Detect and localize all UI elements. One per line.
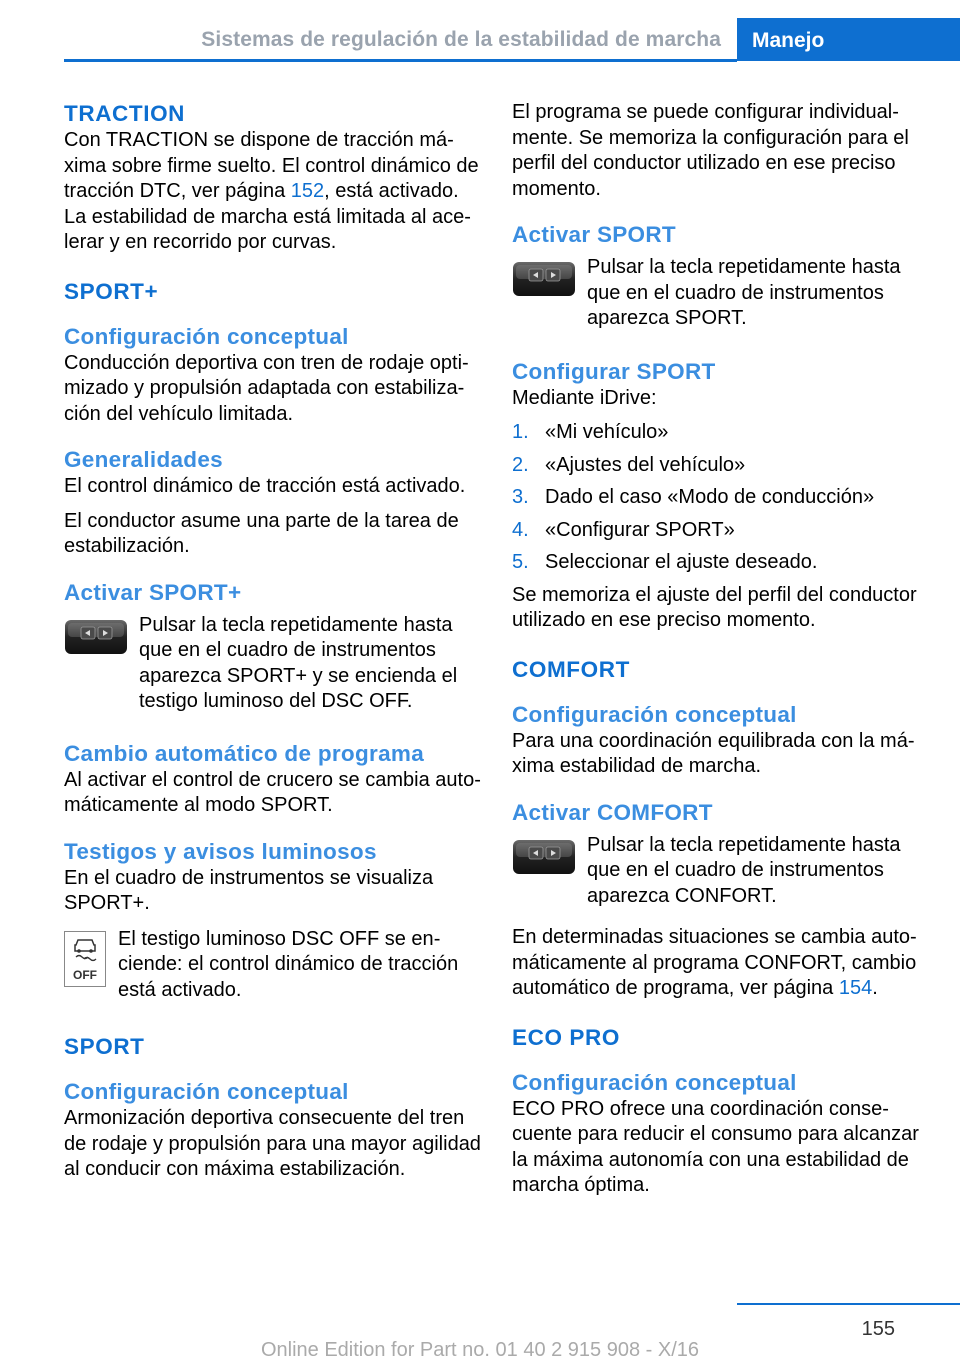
activate-sport-instruction: Pulsar la tecla repetidamente hasta que en el cuadro de instrumentos aparezca SPORT. (512, 255, 929, 332)
running-header-chapter-tab: Manejo (737, 18, 960, 61)
dsc-off-warning-icon (64, 931, 106, 987)
list-item: 2. «Ajustes del vehículo» (512, 453, 746, 476)
auto-program-change-heading: Cambio automático de programa (64, 740, 425, 766)
sportplus-concept-text: Conducción deportiva con tren de rodaje optimizado y propulsión adaptada con estabilización del vehículo limitada. (64, 351, 469, 425)
eco-pro-concept-heading: Configuración conceptual (512, 1069, 797, 1095)
comfort-heading: COMFORT (512, 656, 630, 682)
page-link-152[interactable]: 152 (290, 180, 325, 202)
sportplus-concept-heading: Configuración conceptual (64, 323, 349, 349)
comfort-auto-text: En determinadas situaciones se cambia automáticamente al programa CONFORT, cambio automático de programa, ver página 154. (512, 926, 917, 999)
driving-mode-key-icon (512, 259, 576, 299)
sportplus-general-heading: Generalidades (64, 447, 223, 472)
traction-paragraph-2: La estabilidad de marcha está limitada al acelerar y en recorrido por curvas. (64, 205, 471, 253)
sportplus-activate-instruction: Pulsar la tecla repetidamente hasta que en el cuadro de instrumentos aparezca SPORT+ y se encienda el testigo luminoso del DSC OFF. (64, 613, 481, 715)
activate-sport-heading: Activar SPORT (512, 222, 676, 247)
configure-sport-intro: Mediante iDrive: (512, 386, 657, 409)
sport-heading: SPORT (64, 1034, 145, 1059)
running-header-section: Sistemas de regulación de la estabilidad de marcha (201, 28, 721, 51)
list-item: 5. Seleccionar el ajuste deseado. (512, 551, 818, 573)
activate-comfort-instruction: Pulsar la tecla repetidamente hasta que en el cuadro de instrumentos aparezca CONFORT. (512, 833, 929, 910)
configure-sport-outro: Se memoriza el ajuste del perfil del conductor utilizado en ese preciso momento. (512, 583, 917, 631)
sportplus-activate-heading: Activar SPORT+ (64, 579, 242, 605)
sportplus-heading: SPORT+ (64, 278, 159, 304)
header-rule (64, 59, 737, 62)
configure-sport-steps (512, 420, 929, 576)
eco-pro-heading: ECO PRO (512, 1024, 620, 1050)
warning-lights-heading: Testigos y avisos luminosos (64, 838, 377, 864)
comfort-concept-text: Para una coordinación equilibrada con la máxima estabilidad de marcha. (512, 729, 915, 777)
traction-paragraph: Con TRACTION se dispone de tracción máxima sobre firme suelto. El control dinámico de tracción DTC, ver página 152, está activado. (64, 129, 479, 202)
footer-rule (737, 1303, 960, 1305)
edition-footer: Online Edition for Part no. 01 40 2 915 908 - X/16 (260, 1339, 700, 1361)
activate-comfort-heading: Activar COMFORT (512, 799, 713, 825)
comfort-concept-heading: Configuración conceptual (512, 701, 797, 727)
driving-mode-key-icon (64, 617, 128, 657)
svg-text:OFF: OFF (73, 967, 97, 982)
right-column (512, 100, 929, 1199)
sport-concept-heading: Configuración conceptual (64, 1079, 349, 1104)
page-link-154[interactable]: 154 (838, 977, 873, 999)
list-item: 3. Dado el caso «Modo de conducción» (512, 486, 875, 508)
list-item: 1. «Mi vehículo» (512, 421, 669, 443)
configure-sport-heading: Configurar SPORT (512, 358, 716, 384)
left-column (64, 100, 481, 1183)
sportplus-general-text-2: El conductor asume una parte de la tarea de estabilización. (64, 509, 459, 557)
traction-heading: TRACTION (64, 101, 186, 126)
warning-lights-text: En el cuadro de instrumentos se visualiza SPORT+. (64, 866, 434, 914)
sport-continued-text: El programa se puede configurar individualmente. Se memoriza la configuración para el perfil del conductor utilizado en ese preciso momento. (512, 101, 909, 200)
driving-mode-key-icon (512, 837, 576, 877)
list-item: 4. «Configurar SPORT» (512, 518, 735, 541)
dsc-off-note: OFF El testigo luminoso DSC OFF se enciende: el control dinámico de tracción está activado. (64, 927, 481, 1004)
auto-program-change-text: Al activar el control de crucero se cambia automáticamente al modo SPORT. (64, 768, 481, 816)
eco-pro-concept-text: ECO PRO ofrece una coordinación consecuente para reducir el consumo para alcanzar la máxima autonomía con una estabilidad de marcha óptima. (512, 1097, 919, 1196)
page-number: 155 (861, 1318, 895, 1340)
sportplus-general-text-1: El control dinámico de tracción está activado. (64, 475, 466, 497)
sport-concept-text: Armonización deportiva consecuente del tren de rodaje y propulsión para una mayor agilidad al conducir con máxima estabilización. (64, 1107, 481, 1180)
